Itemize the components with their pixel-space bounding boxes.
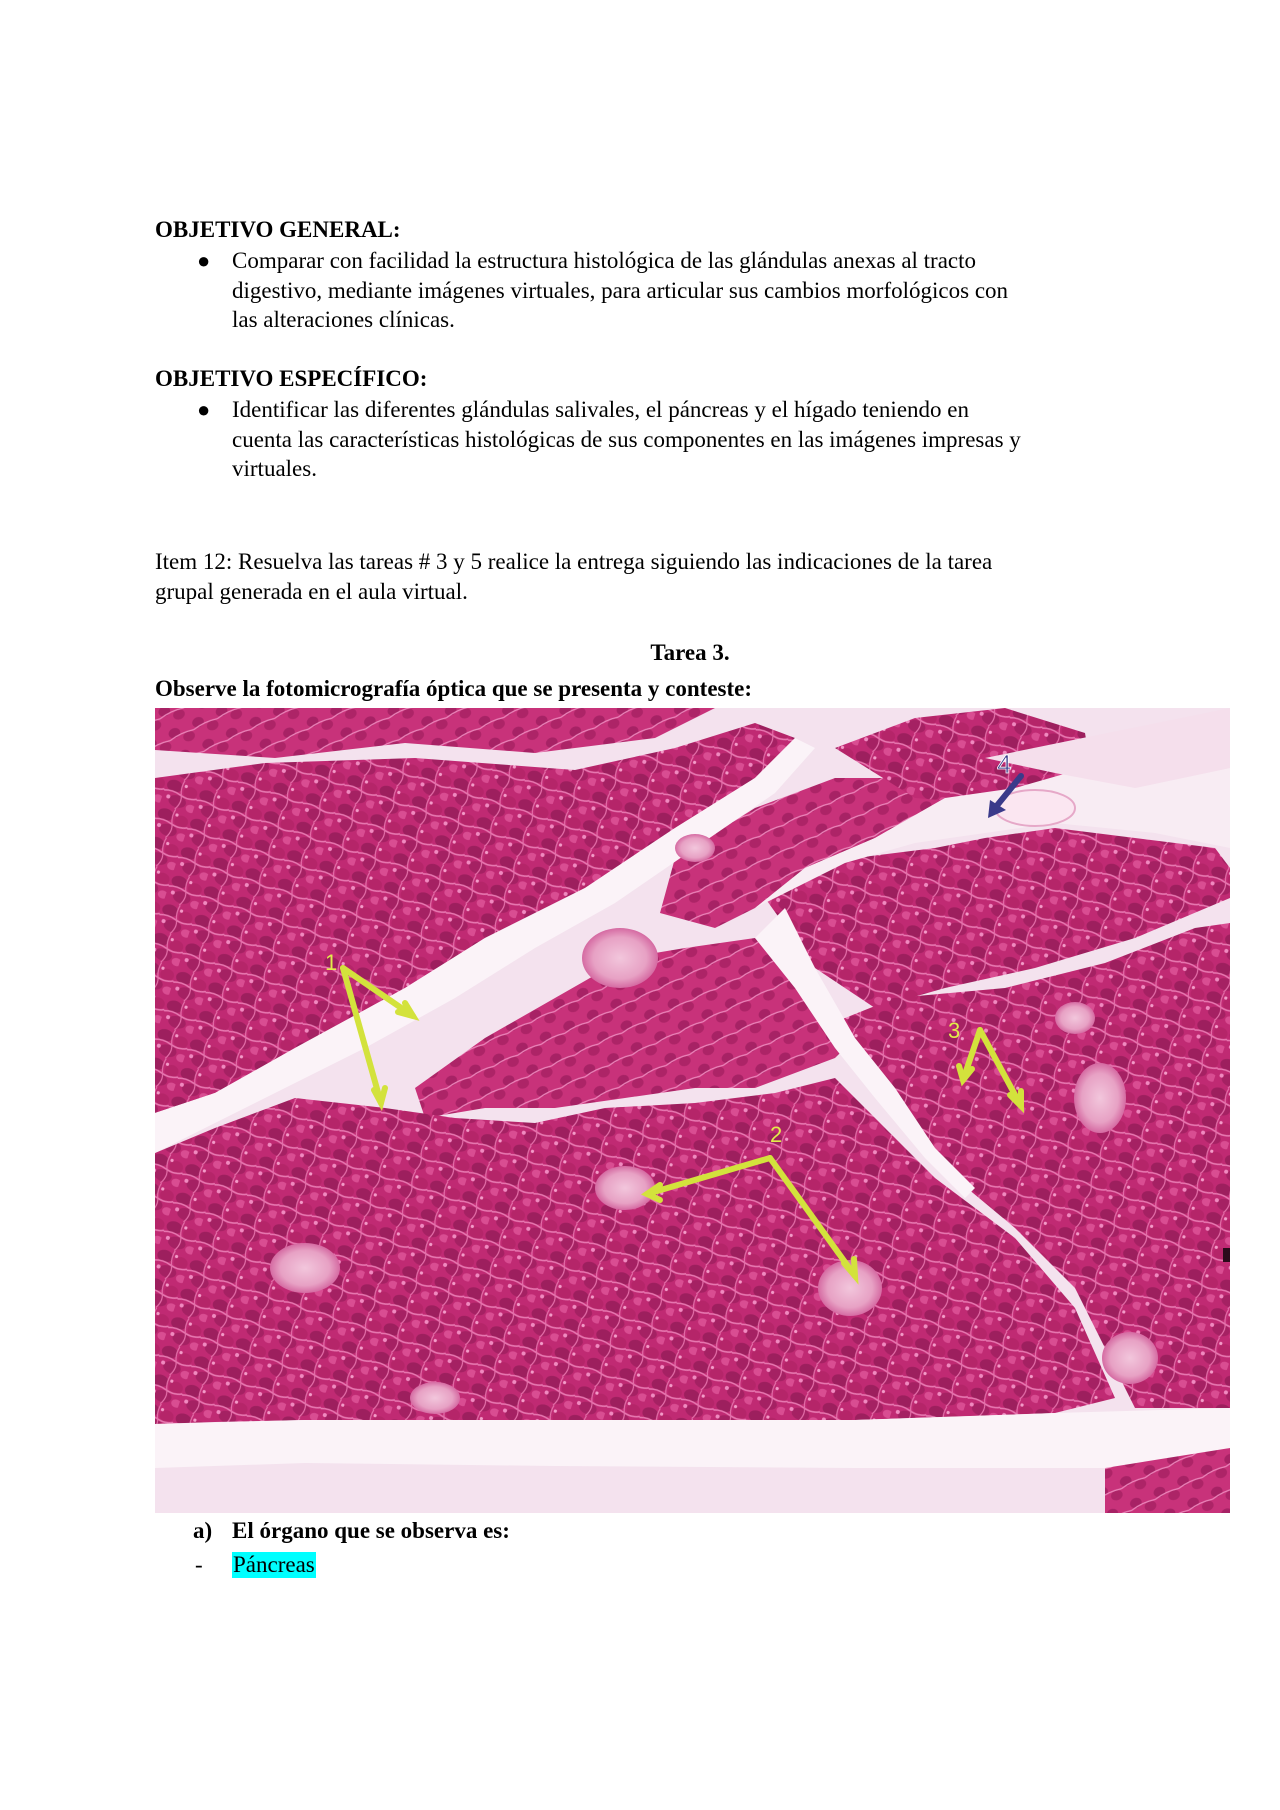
bullet-text: [232, 395, 1132, 484]
bullet-icon: ●: [197, 397, 211, 422]
label-4: 4: [997, 749, 1012, 779]
bullet-line: virtuales.: [232, 456, 317, 481]
question-a-text: El órgano que se observa es:: [232, 1518, 510, 1543]
micrograph-image: [155, 708, 1230, 1513]
bullet-line: las alteraciones clínicas.: [232, 307, 455, 332]
objetivo-general-bullet: [155, 246, 1135, 336]
answer-highlighted: Páncreas: [233, 1552, 315, 1577]
question-a-marker: a): [193, 1518, 213, 1543]
objetivo-especifico-bullet: [155, 395, 1135, 485]
item-line: grupal generada en el aula virtual.: [155, 578, 468, 604]
pancreas-micrograph: [155, 708, 1230, 1513]
objetivo-general-heading: OBJETIVO GENERAL:: [155, 217, 401, 242]
tarea-title: Tarea 3.: [650, 640, 730, 665]
bullet-line: Identificar las diferentes glándulas salivales, el páncreas y el hígado teniendo en: [232, 397, 969, 422]
label-3: 3: [948, 1018, 961, 1043]
label-1: 1: [325, 950, 338, 975]
tarea-instruction: Observe la fotomicrografía óptica que se presenta y conteste:: [155, 676, 753, 701]
objetivo-especifico-heading: OBJETIVO ESPECÍFICO:: [155, 366, 428, 391]
bullet-icon: ●: [197, 248, 211, 273]
bullet-line: digestivo, mediante imágenes virtuales, para articular sus cambios morfológicos con: [232, 277, 1009, 303]
bullet-line: Comparar con facilidad la estructura histológica de las glándulas anexas al tracto: [232, 248, 977, 273]
item-paragraph: [155, 547, 1125, 606]
label-2: 2: [770, 1122, 783, 1147]
bullet-text: [232, 246, 1132, 335]
answer-dash: -: [195, 1552, 203, 1577]
bullet-line: cuenta las características histológicas de sus componentes en las imágenes impresas y: [232, 426, 1021, 452]
item-line: Item 12: Resuelva las tareas # 3 y 5 realice la entrega siguiendo las indicaciones de la tarea: [155, 549, 993, 574]
